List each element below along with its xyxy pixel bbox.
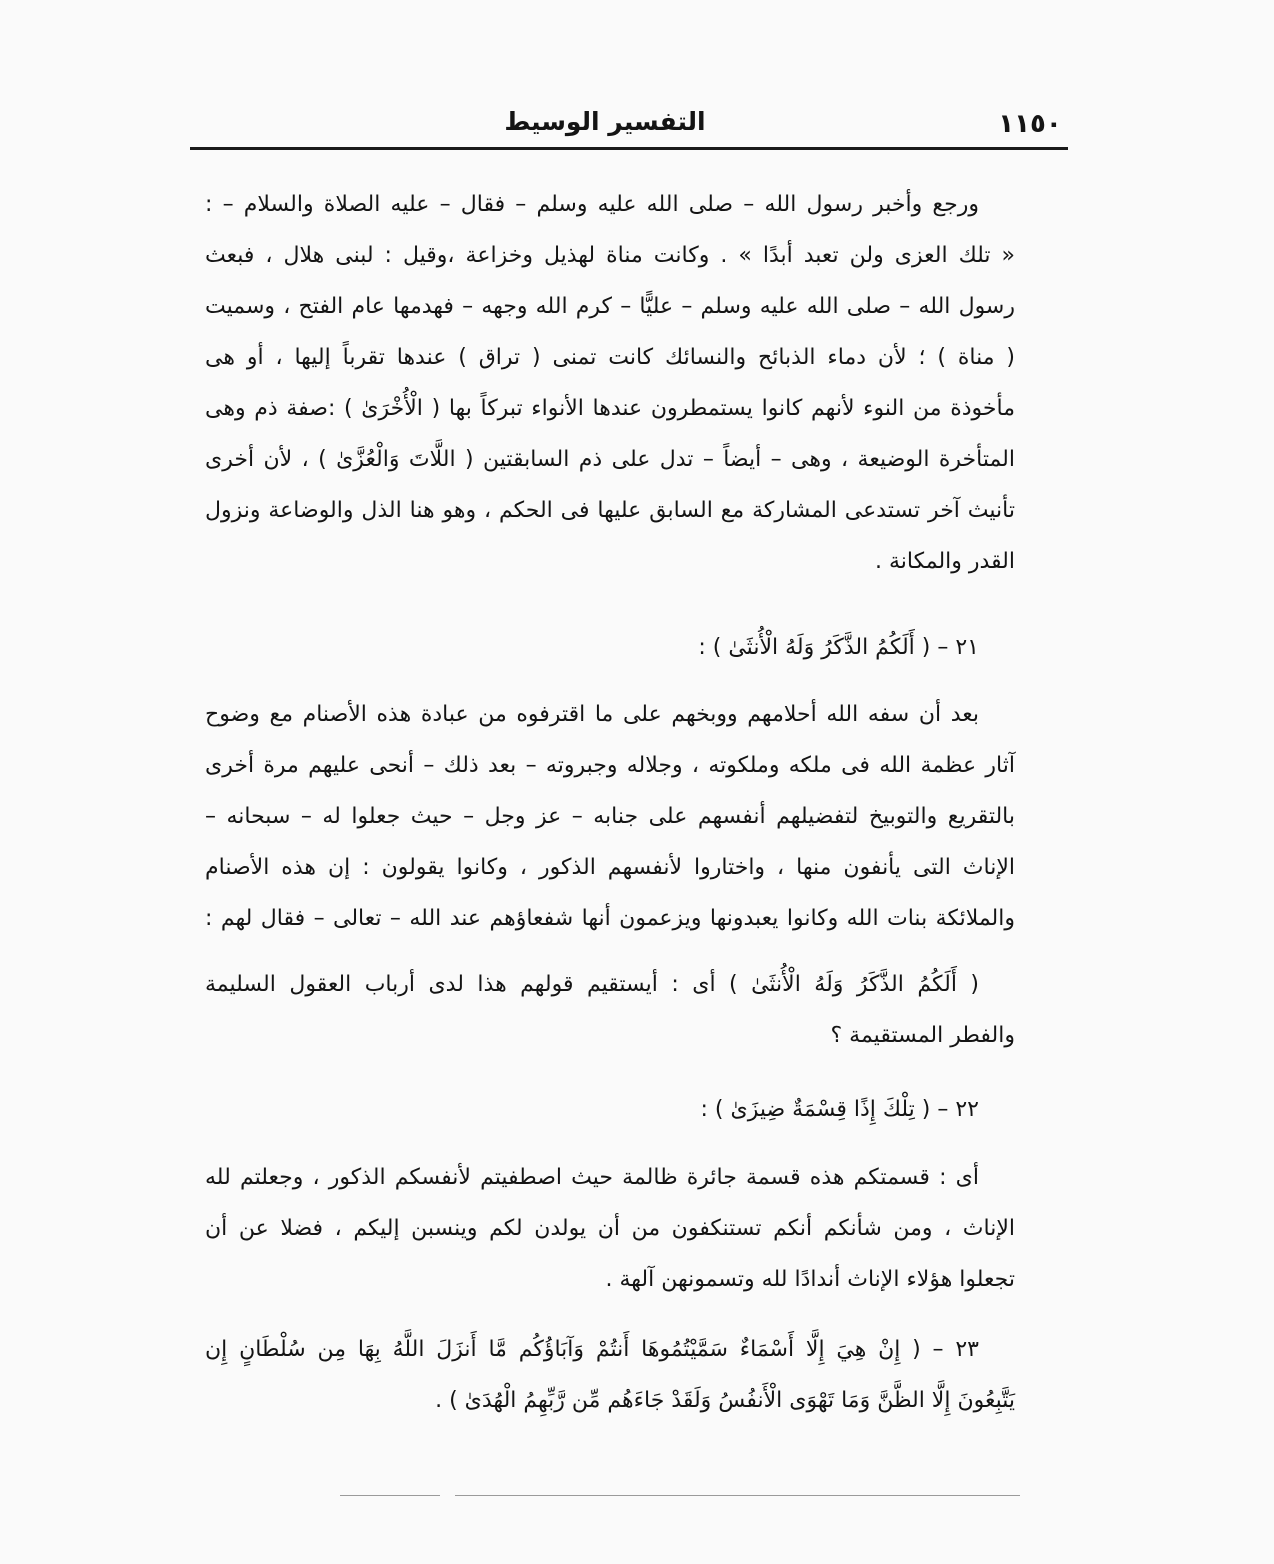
text-line: والفطر المستقيمة ؟	[830, 1023, 1015, 1048]
text-line: مأخوذة من النوء لأنهم كانوا يستمطرون عندها الأنواء تبركاً بها ( الْأُخْرَىٰ ) :صفة ذم وهى	[205, 396, 1015, 421]
text-line: تجعلوا هؤلاء الإناث أندادًا لله وتسمونهن آلهة .	[605, 1267, 1015, 1292]
text-line: الإناث التى يأنفون منها ، واختاروا لأنفسهم الذكور ، وكانوا يقولون : إن هذه الأصنام	[205, 855, 1015, 880]
text-line: ( أَلَكُمُ الذَّكَرُ وَلَهُ الْأُنثَىٰ ) أى : أيستقيم قولهم هذا لدى أرباب العقول السليمة	[205, 972, 979, 997]
text-line: « تلك العزى ولن تعبد أبدًا » . وكانت مناة لهذيل وخزاعة ،وقيل : لبنى هلال ، فبعث	[205, 243, 1015, 268]
text-line: القدر والمكانة .	[874, 549, 1015, 574]
page-number: ١١٥٠	[998, 109, 1062, 139]
text-line: والملائكة بنات الله وكانوا يعبدونها ويزعمون أنها شفعاؤهم عند الله – تعالى – فقال لهم :	[205, 906, 1015, 931]
text-line: ( مناة ) ؛ لأن دماء الذبائح والنسائك كانت تمنى ( تراق ) عندها تقرباً إليها ، أو هى	[205, 345, 1015, 370]
verse-line: يَتَّبِعُونَ إِلَّا الظَّنَّ وَمَا تَهْوَى الْأَنفُسُ وَلَقَدْ جَاءَهُم مِّن رَّبِّهِمُ الْهُدَىٰ ) .	[435, 1388, 1015, 1413]
text-line: بعد أن سفه الله أحلامهم ووبخهم على ما اقترفوه من عبادة هذه الأصنام مع وضوح	[205, 702, 979, 727]
text-line: أى : قسمتكم هذه قسمة جائرة ظالمة حيث اصطفيتم لأنفسكم الذكور ، وجعلتم لله	[205, 1165, 979, 1190]
header-rule	[190, 147, 1068, 150]
running-title: التفسير الوسيط	[504, 107, 706, 136]
text-line: تأنيث آخر تستدعى المشاركة مع السابق عليها فى الحكم ، وهو هنا الذل والوضاعة ونزول	[205, 498, 1015, 523]
footer-rule-short	[340, 1495, 440, 1496]
text-line: رسول الله – صلى الله عليه وسلم – عليًّا – كرم الله وجهه – فهدمها عام الفتح ، وسميت	[205, 294, 1015, 319]
text-line: آثار عظمة الله فى ملكه وملكوته ، وجلاله وجبروته – بعد ذلك – أنحى عليهم مرة أخرى	[205, 753, 1015, 778]
text-line: ورجع وأخبر رسول الله – صلى الله عليه وسلم – فقال – عليه الصلاة والسلام – :	[205, 192, 979, 217]
text-line: المتأخرة الوضيعة ، وهى – أيضاً – تدل على ذم السابقتين ( اللَّاتَ وَالْعُزَّىٰ ) ، لأن أخرى	[205, 447, 1015, 472]
text-line: بالتقريع والتوبيخ لتفضيلهم أنفسهم على جنابه – عز وجل – حيث جعلوا له – سبحانه –	[205, 804, 1015, 829]
text-line: الإناث ، ومن شأنكم أنكم تستنكفون من أن يولدن لكم وينسبن إليكم ، فضلا عن أن	[205, 1216, 1015, 1241]
verse-heading-22: ٢٢ – ( تِلْكَ إِذًا قِسْمَةٌ ضِيزَىٰ ) :	[700, 1097, 979, 1122]
verse-heading-21: ٢١ – ( أَلَكُمُ الذَّكَرُ وَلَهُ الْأُنثَىٰ ) :	[698, 635, 979, 660]
verse-line: ٢٣ – ( إِنْ هِيَ إِلَّا أَسْمَاءٌ سَمَّيْتُمُوهَا أَنتُمْ وَآبَاؤُكُم مَّا أَنزَلَ اللَّهُ بِهَا مِن سُلْطَانٍ إِن	[205, 1337, 979, 1362]
footer-rule-long	[455, 1495, 1020, 1496]
